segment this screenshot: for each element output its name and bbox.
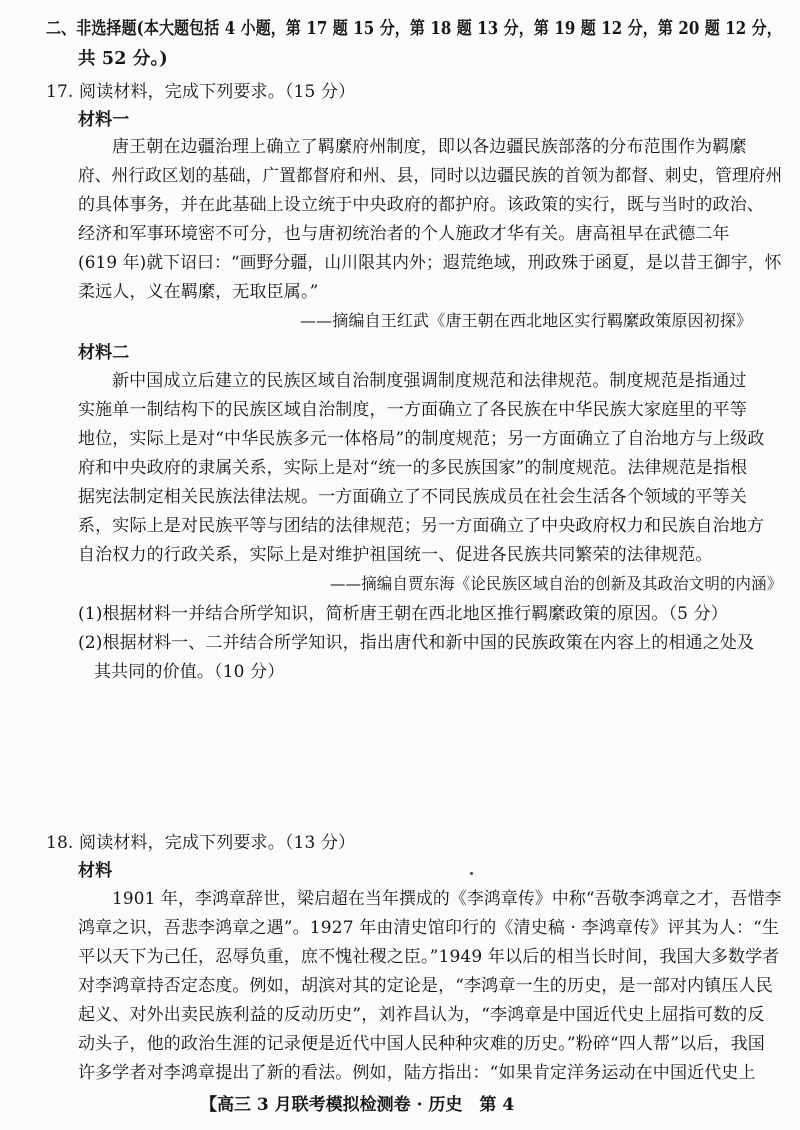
q18-stem: 18. 阅读材料，完成下列要求。（13 分） xyxy=(46,833,356,853)
q18-m-line: 动头子，他的政治生涯的记录便是近代中国人民种种灾难的历史。”粉碎“四人帮”以后，我国 xyxy=(78,1034,765,1054)
q18-m-line: 许多学者对李鸿章提出了新的看法。例如，陆方指出：“如果肯定洋务运动在中国近代史上 xyxy=(78,1063,756,1083)
q17-m2-line: 系，实际上是对民族平等与团结的法律规范；另一方面确立了中央政府权力和民族自治地方 xyxy=(78,516,764,536)
q17-sub2-line2: 其共同的价值。（10 分） xyxy=(94,662,285,682)
q17-m1-line: 柔远人，义在羁縻，无取臣属。” xyxy=(78,282,319,302)
q17-m1-line: 唐王朝在边疆治理上确立了羁縻府州制度，即以各边疆民族部落的分布范围作为羁縻 xyxy=(112,137,747,157)
q17-m2-source: ——摘编自贾东海《论民族区域自治的创新及其政治文明的内涵》 xyxy=(330,574,783,593)
q17-m1-line: 府、州行政区划的基础，广置都督府和州、县，同时以边疆民族的首领为都督、刺史，管理府州 xyxy=(78,166,783,186)
q17-material2-label: 材料二 xyxy=(78,343,130,363)
page-footer: 【高三 3 月联考模拟检测卷 · 历史 第 4 xyxy=(200,1095,515,1115)
q17-sub2-line1: (2)根据材料一、二并结合所学知识，指出唐代和新中国的民族政策在内容上的相通之处及 xyxy=(78,633,755,653)
section-title-line2: 共 52 分。) xyxy=(78,49,168,69)
q17-m2-line: 府和中央政府的隶属关系，实际上是对“统一的多民族国家”的制度规范。法律规范是指根 xyxy=(78,458,748,478)
q17-stem: 17. 阅读材料，完成下列要求。（15 分） xyxy=(46,82,356,102)
q18-m-line: 鸿章之识，吾悲李鸿章之遇”。1927 年由清史馆印行的《清史稿 · 李鸿章传》评其为人：“生 xyxy=(78,918,780,938)
q17-sub1: (1)根据材料一并结合所学知识，简析唐王朝在西北地区推行羁縻政策的原因。（5 分） xyxy=(78,604,728,624)
q17-m1-line: 经济和军事环境密不可分，也与唐初统治者的个人施政才华有关。唐高祖早在武德二年 xyxy=(78,224,730,244)
q18-m-line: 1901 年，李鸿章辞世，梁启超在当年撰成的《李鸿章传》中称“吾敬李鸿章之才，吾惜李 xyxy=(112,889,782,909)
q18-m-line: 起义、对外出卖民族利益的反动历史”，刘祚昌认为，“李鸿章是中国近代史上屈指可数的反 xyxy=(78,1005,765,1025)
q18-m-line: 平以天下为己任，忍辱负重，庶不愧社稷之臣。”1949 年以后的相当长时间，我国大多数学者 xyxy=(78,947,780,967)
q17-m2-line: 据宪法制定相关民族法律法规。一方面确立了不同民族成员在社会生活各个领域的平等关 xyxy=(78,487,747,507)
q18-m-line: 对李鸿章持否定态度。例如，胡滨对其的定论是，“李鸿章一生的历史，是一部对内镇压人民 xyxy=(78,976,773,996)
q17-m1-source: ——摘编自王红武《唐王朝在西北地区实行羁縻政策原因初探》 xyxy=(300,311,753,330)
q17-m2-line: 新中国成立后建立的民族区域自治制度强调制度规范和法律规范。制度规范是指通过 xyxy=(112,371,747,391)
scan-speck xyxy=(470,872,473,875)
q17-m1-line: (619 年)就下诏曰：“画野分疆，山川限其内外；遐荒绝域，刑政殊于函夏，是以昔王御宇，怀 xyxy=(78,253,782,273)
q18-material-label: 材料 xyxy=(78,861,113,881)
section-title-line1: 二、非选择题(本大题包括 4 小题，第 17 题 15 分，第 18 题 13 分，第 19 题 12 分，第 20 题 12 分， xyxy=(46,19,782,39)
q17-m2-line: 实施单一制结构下的民族区域自治制度，一方面确立了各民族在中华民族大家庭里的平等 xyxy=(78,400,747,420)
q17-m2-line: 自治权力的行政关系，实际上是对维护祖国统一、促进各民族共同繁荣的法律规范。 xyxy=(78,545,713,565)
q17-m2-line: 地位，实际上是对“中华民族多元一体格局”的制度规范；另一方面确立了自治地方与上级政 xyxy=(78,429,765,449)
q17-m1-line: 的具体事务，并在此基础上设立统于中央政府的都护府。该政策的实行，既与当时的政治、 xyxy=(78,195,764,215)
q17-material1-label: 材料一 xyxy=(78,110,130,130)
